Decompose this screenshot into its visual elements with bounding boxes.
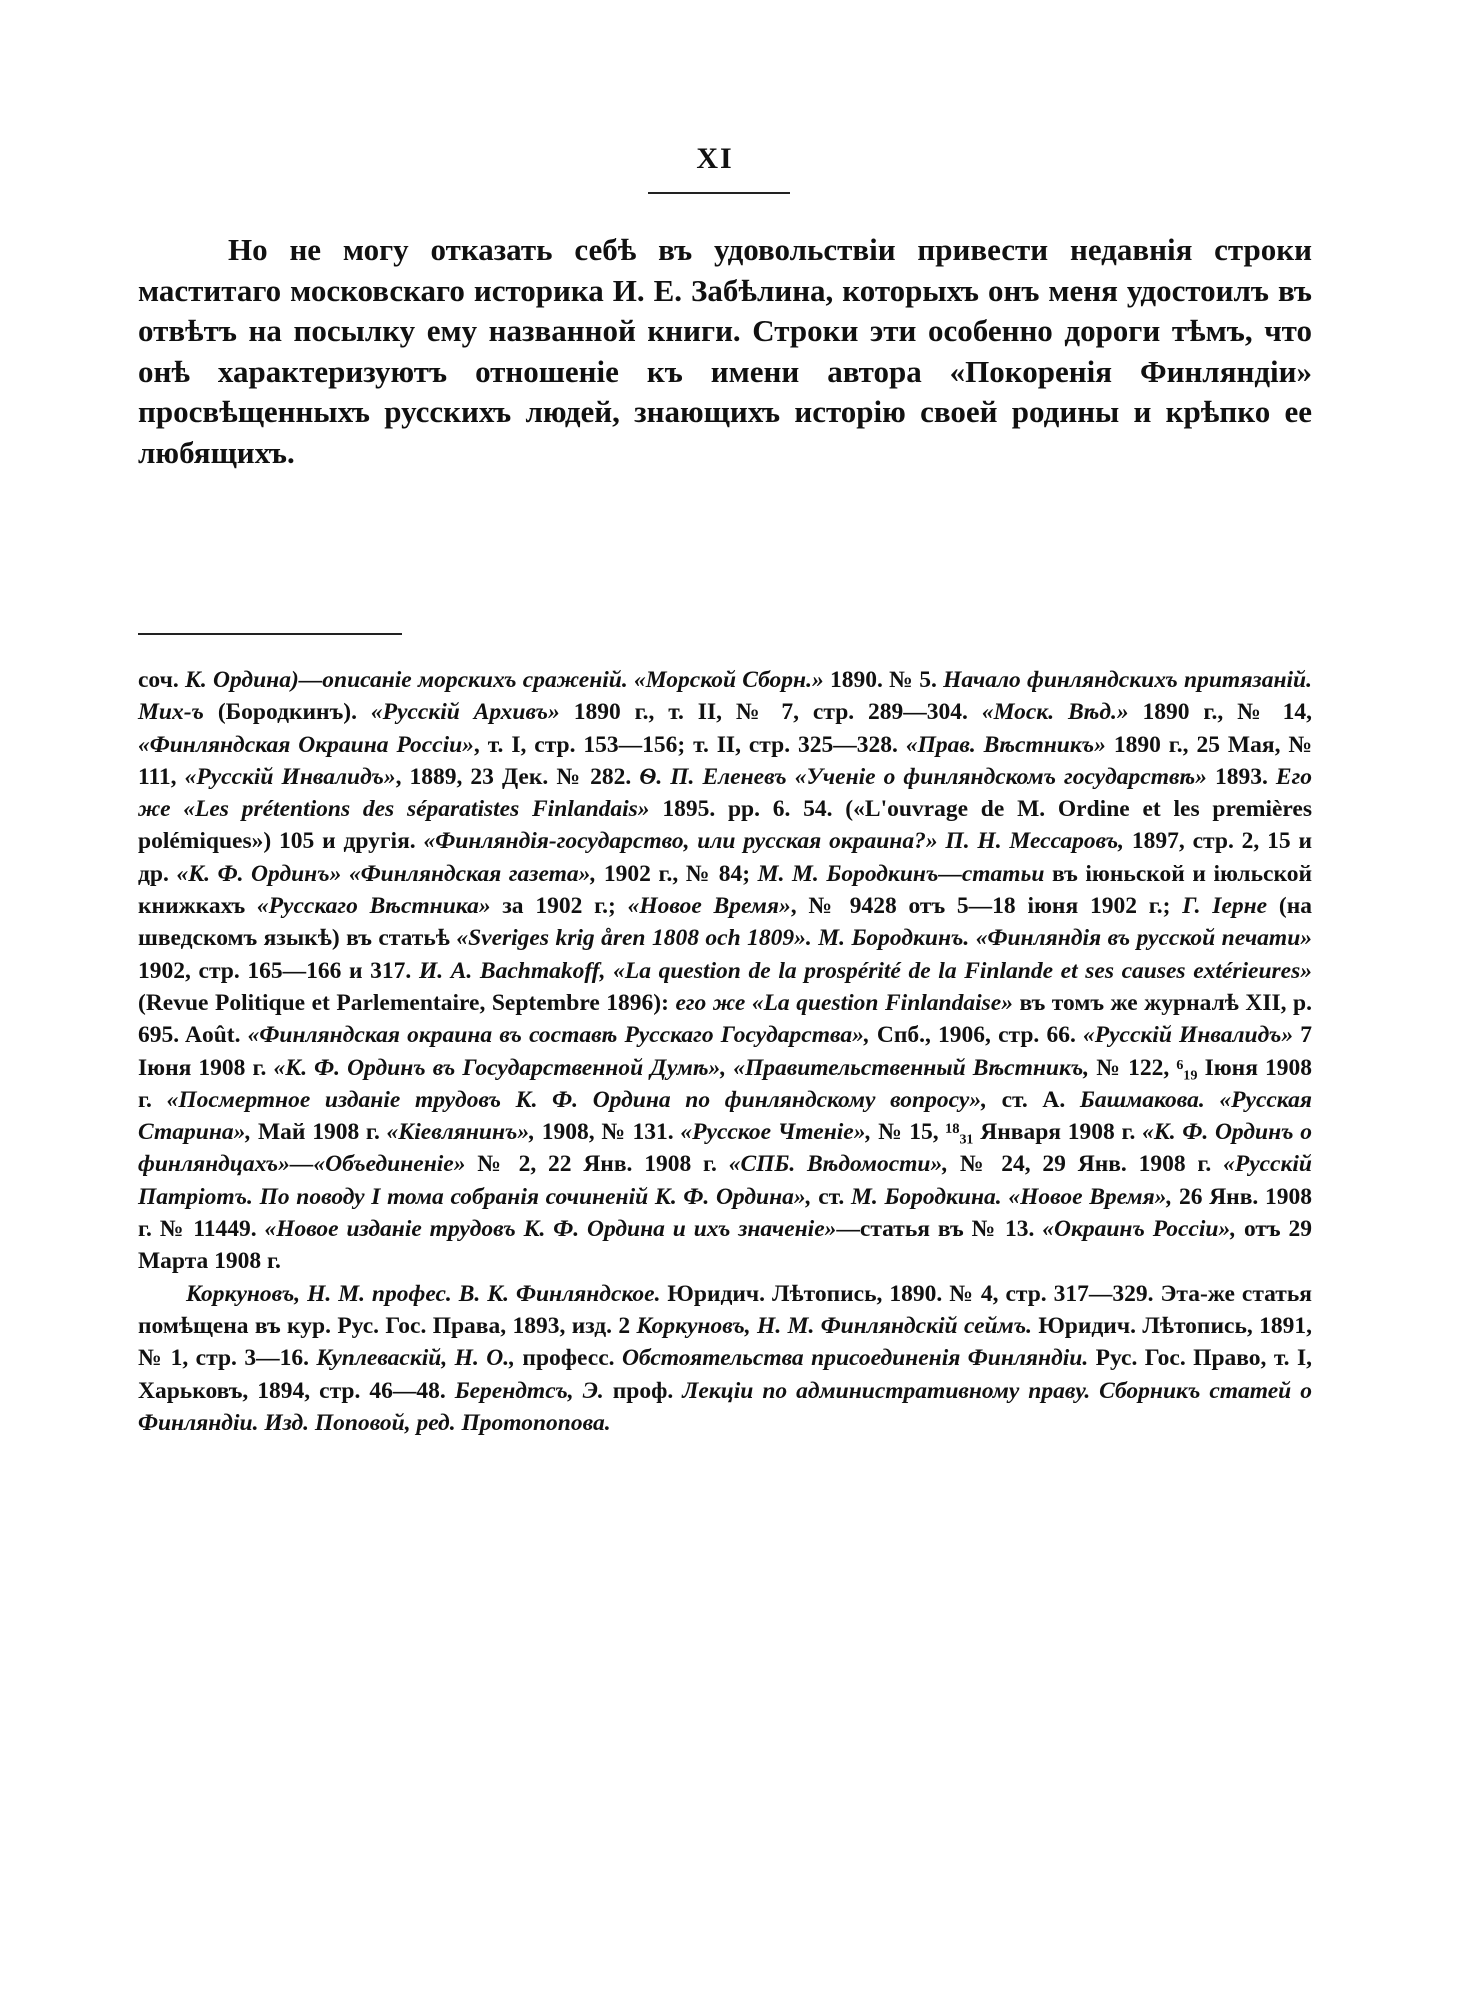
fn-italic: «Моск. Вѣд.»	[981, 699, 1129, 726]
fn-text: ¹⁸₃₁	[945, 1119, 974, 1146]
fn-text: 26 Янв. 1908 г. № 11449.	[138, 1183, 1312, 1243]
fn-italic: «Русскій Инвалидъ»	[184, 763, 396, 790]
fn-italic: «СПБ. Вѣдомости»,	[728, 1151, 949, 1178]
fn-text: ) 105 и другія.	[263, 828, 424, 855]
fn-text: проф.	[603, 1377, 683, 1404]
fn-italic: его же «La question Finlandaise»	[675, 989, 1013, 1016]
fn-text: Января 1908 г.	[973, 1119, 1143, 1146]
fn-italic: «К. Ф. Ординъ о финляндцахъ»—«Объединеніе»	[138, 1119, 1312, 1178]
fn-text: 1890 г., 25 Мая, № 111,	[138, 731, 1312, 790]
fn-text: (Бородкинъ).	[203, 699, 371, 726]
fn-italic: Лекціи по административному праву. Сборникъ статей о Финляндіи. Изд. Поповой, ред. Протопопова.	[138, 1377, 1312, 1436]
fn-italic: «Русскаго Вѣстника»	[256, 893, 491, 920]
fn-text: 1890 г., № 14,	[1128, 699, 1312, 726]
fn-text: 1893.	[1206, 763, 1276, 790]
fn-italic: «Новое Время»	[627, 893, 791, 920]
fn-italic: «Кіевлянинъ»,	[386, 1119, 536, 1146]
fn-text: 1897, стр. 2, 15 и др.	[138, 828, 1313, 887]
fn-text: ⁶₁₉	[1176, 1054, 1198, 1081]
fn-text: 1902, стр. 165—166 и 317.	[138, 957, 419, 984]
fn-text: 7 Іюня 1908 г.	[138, 1022, 1312, 1081]
fn-italic: Его же «Les prétentions des séparatistes Finlandais»	[138, 763, 1313, 823]
fn-italic: Начало финляндскихъ притязаній. Мих-ъ	[138, 667, 1312, 726]
fn-text: 1890 г., т. II, № 7, стр. 289—304.	[559, 699, 982, 726]
fn-text: професс.	[514, 1345, 622, 1372]
page-number-rule	[648, 192, 790, 194]
page-number: XI	[696, 142, 734, 175]
fn-italic: «Финляндія-государство, или русская окраина?» П. Н. Мессаровъ,	[423, 828, 1125, 855]
fn-italic: «Посмертное изданіе трудовъ К. Ф. Ордина по финляндскому вопросу»,	[166, 1086, 987, 1113]
fn-italic: М. Бородкина. «Новое Время»,	[851, 1183, 1173, 1210]
fn-italic: «Окраинъ Россіи»,	[1042, 1216, 1237, 1243]
fn-text: 1902 г., № 84;	[596, 860, 758, 887]
fn-text: —статья въ № 13.	[836, 1216, 1043, 1243]
fn-italic: «Прав. Вѣстникъ»	[905, 731, 1106, 758]
fn-text: въ томъ же журналѣ XII, p. 695. Août.	[138, 989, 1312, 1049]
fn-italic: Куплеваскій, Н. О.,	[316, 1345, 515, 1372]
fn-text: Іюня 1908 г.	[138, 1054, 1312, 1113]
fn-italic: М. Бородкинъ. «Финляндія въ русской печати»	[818, 925, 1313, 952]
fn-text: отъ 29 Марта 1908 г.	[138, 1216, 1312, 1275]
fn-text: (на шведскомъ языкѣ) въ статьѣ	[138, 893, 1313, 952]
fn-text: Рус. Гос. Право, т. I, Харьковъ, 1894, стр. 46—48.	[138, 1345, 1312, 1404]
fn-italic: «Русскій Инвалидъ»	[1082, 1022, 1294, 1049]
fn-italic: Берендтсъ, Э.	[454, 1377, 604, 1404]
main-paragraph: Но не могу отказать себѣ въ удовольствіи привести недавнія строки маститаго московскаго историка И. Е. Забѣлина, которыхъ онъ меня удостоилъ въ отвѣтъ на посылку ему названной книги. Строки эти особенно дороги тѣмъ, что онѣ характеризуютъ отношеніе къ имени автора «Покоренія Финляндіи» просвѣщенныхъ русскихъ людей, знающихъ исторію своей родины и крѣпко ее любящихъ.	[138, 232, 1312, 470]
fn-text: № 122,	[1089, 1054, 1177, 1081]
fn-text: соч.	[138, 667, 185, 693]
fn-italic: «К. Ф. Ординъ» «Финляндская газета»,	[176, 860, 597, 887]
fn-text: (Revue Politique et Parlementaire, Septembre 1896):	[138, 989, 676, 1016]
fn-text: , № 9428 отъ 5—18 іюня 1902 г.;	[790, 893, 1183, 920]
fn-text: Юридич. Лѣтопись, 1890. № 4, стр. 317—329. Эта-же статья помѣщена въ кур. Рус. Гос. Права, 1893, изд. 2	[138, 1280, 1312, 1339]
fn-italic: «Русскій Патріотъ. По поводу I тома собранія сочиненій К. Ф. Ордина»,	[138, 1151, 1312, 1210]
fn-text: Юридич. Лѣтопись, 1891, № 1, стр. 3—16.	[138, 1312, 1312, 1372]
fn-text: Спб., 1906, стр. 66.	[869, 1022, 1083, 1049]
fn-text: 1895. pp. 6. 54. (	[649, 796, 854, 823]
fn-text: , 1889, 23 Дек. № 282.	[395, 763, 640, 790]
fn-text: за 1902 г.;	[490, 893, 628, 920]
fn-text: , т. I, стр. 153—156; т. II, стр. 325—328.	[473, 731, 906, 758]
fn-italic: «Финляндская Окраина Россіи»	[138, 731, 474, 758]
fn-italic: Г. Іерне	[1182, 893, 1268, 920]
fn-italic: И. А. Bachmakoff, «La question de la prospérité de la Finlande et ses causes extérieures»	[418, 957, 1312, 984]
fn-italic: К. Ордина)—описаніе морскихъ сраженій. «Морской Сборн.»	[184, 667, 824, 693]
fn-italic: М. М. Бородкинъ—статьи	[757, 860, 1045, 887]
fn-italic: Башмакова. «Русская Старина»,	[138, 1086, 1312, 1146]
footnotes	[138, 664, 1312, 1439]
footnote-separator	[138, 633, 402, 635]
fn-italic: Коркуновъ, Н. М. профес. В. К. Финляндское.	[186, 1280, 661, 1307]
fn-text: Май 1908 г.	[251, 1119, 387, 1146]
fn-italic: «Русское Чтеніе»,	[680, 1119, 872, 1146]
fn-text: № 24, 29 Янв. 1908 г.	[948, 1151, 1224, 1178]
fn-text: ст.	[811, 1183, 851, 1210]
fn-italic: Коркуновъ, Н. М. Финляндскій сеймъ.	[636, 1312, 1032, 1339]
footnote-korkunov	[138, 1278, 1312, 1439]
fn-italic: «Русскій Архивъ»	[370, 699, 560, 726]
fn-italic: Ѳ. П. Еленевъ «Ученіе о финляндскомъ государствѣ»	[639, 763, 1207, 790]
footnote-continued	[138, 664, 1312, 1278]
fn-text: 1890. № 5.	[823, 667, 944, 693]
fn-italic: «К. Ф. Ординъ въ Государственной Думѣ», «Правительственный Вѣстникъ,	[273, 1054, 1090, 1081]
fn-italic: Обстоятельства присоединенія Финляндіи.	[621, 1345, 1089, 1372]
fn-text: «L'ouvrage de M. Ordine et les premières polémiques»	[138, 796, 1312, 855]
fn-text: № 15,	[871, 1119, 946, 1146]
fn-italic: «Новое изданіе трудовъ К. Ф. Ордина и ихъ значеніе»	[264, 1216, 837, 1243]
fn-italic: «Sveriges krig åren 1808 och 1809».	[456, 925, 812, 952]
fn-italic: «Финляндская окраина въ составѣ Русскаго Государства»,	[247, 1022, 870, 1049]
fn-text: № 2, 22 Янв. 1908 г.	[465, 1151, 729, 1178]
fn-text: въ іюньской и іюльской книжкахъ	[138, 860, 1312, 920]
fn-text: 1908, № 131.	[535, 1119, 681, 1146]
fn-text: ст. А.	[986, 1086, 1080, 1113]
